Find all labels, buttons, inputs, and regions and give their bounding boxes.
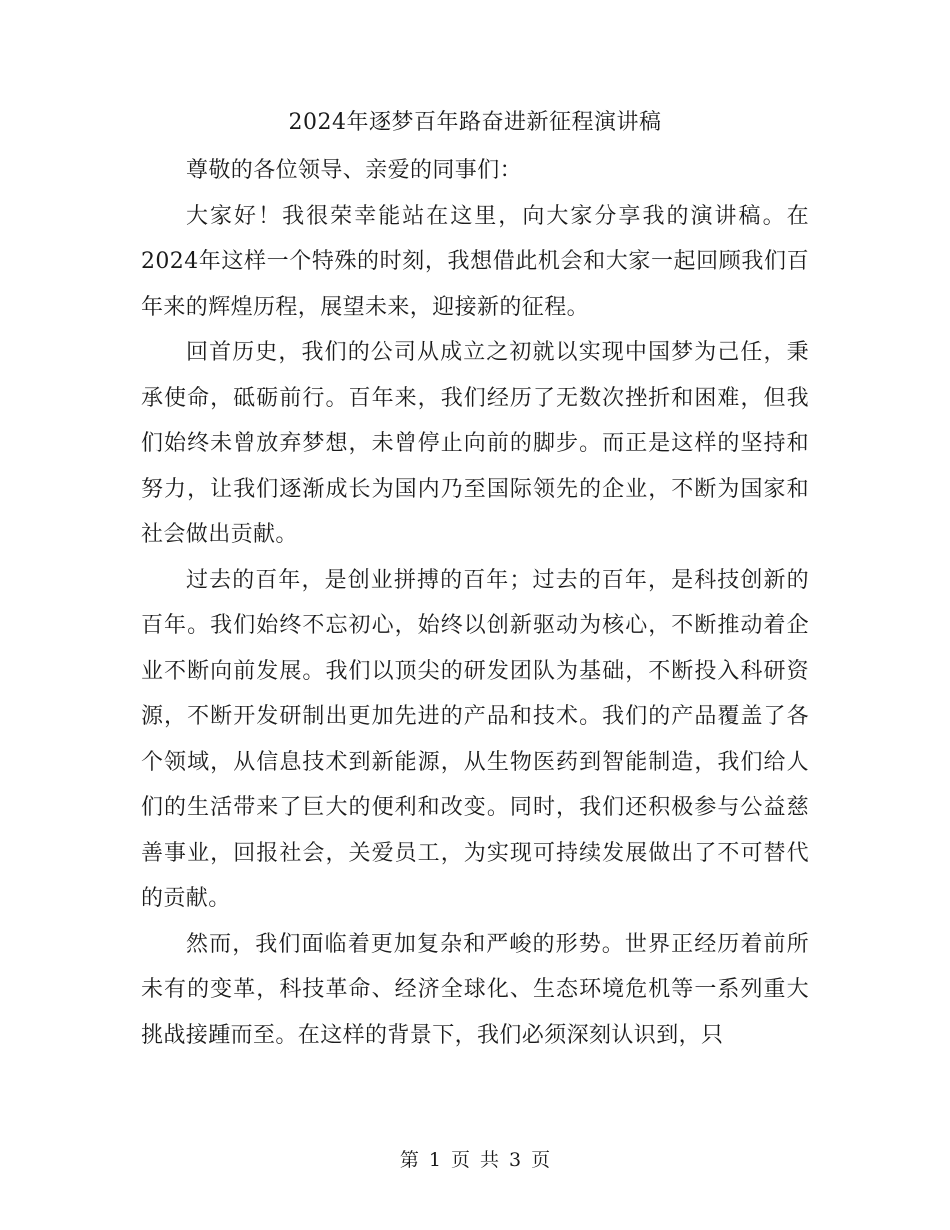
innovation-paragraph: 过去的百年，是创业拼搏的百年；过去的百年，是科技创新的百年。我们始终不忘初心，始终以创新驱动为核心，不断推动着企业不断向前发展。我们以顶尖的研发团队为基础，不断投入科研资源，不断开发研制出更加先进的产品和技术。我们的产品覆盖了各个领域，从信息技术到新能源，从生物医药到智能制造，我们给人们的生活带来了巨大的便利和改变。同时，我们还积极参与公益慈善事业，回报社会，关爱员工，为实现可持续发展做出了不可替代的贡献。 [141, 567, 809, 911]
salutation-paragraph: 尊敬的各位领导、亲爱的同事们： [186, 158, 523, 183]
document-title: 2024年逐梦百年路奋进新征程演讲稿 [288, 110, 662, 135]
page-number-footer: 第 1 页 共 3 页 [399, 1149, 551, 1171]
greeting-paragraph: 大家好！我很荣幸能站在这里，向大家分享我的演讲稿。在2024年这样一个特殊的时刻，我想借此机会和大家一起回顾我们百年来的辉煌历程，展望未来，迎接新的征程。 [141, 203, 809, 320]
history-paragraph: 回首历史，我们的公司从成立之初就以实现中国梦为己任，秉承使命，砥砺前行。百年来，我们经历了无数次挫折和困难，但我们始终未曾放弃梦想，未曾停止向前的脚步。而正是这样的坚持和努力，让我们逐渐成长为国内乃至国际领先的企业，不断为国家和社会做出贡献。 [141, 340, 809, 547]
document-body [141, 148, 809, 1058]
challenges-paragraph: 然而，我们面临着更加复杂和严峻的形势。世界正经历着前所未有的变革，科技革命、经济全球化、生态环境危机等一系列重大挑战接踵而至。在这样的背景下，我们必须深刻认识到，只 [141, 931, 809, 1048]
